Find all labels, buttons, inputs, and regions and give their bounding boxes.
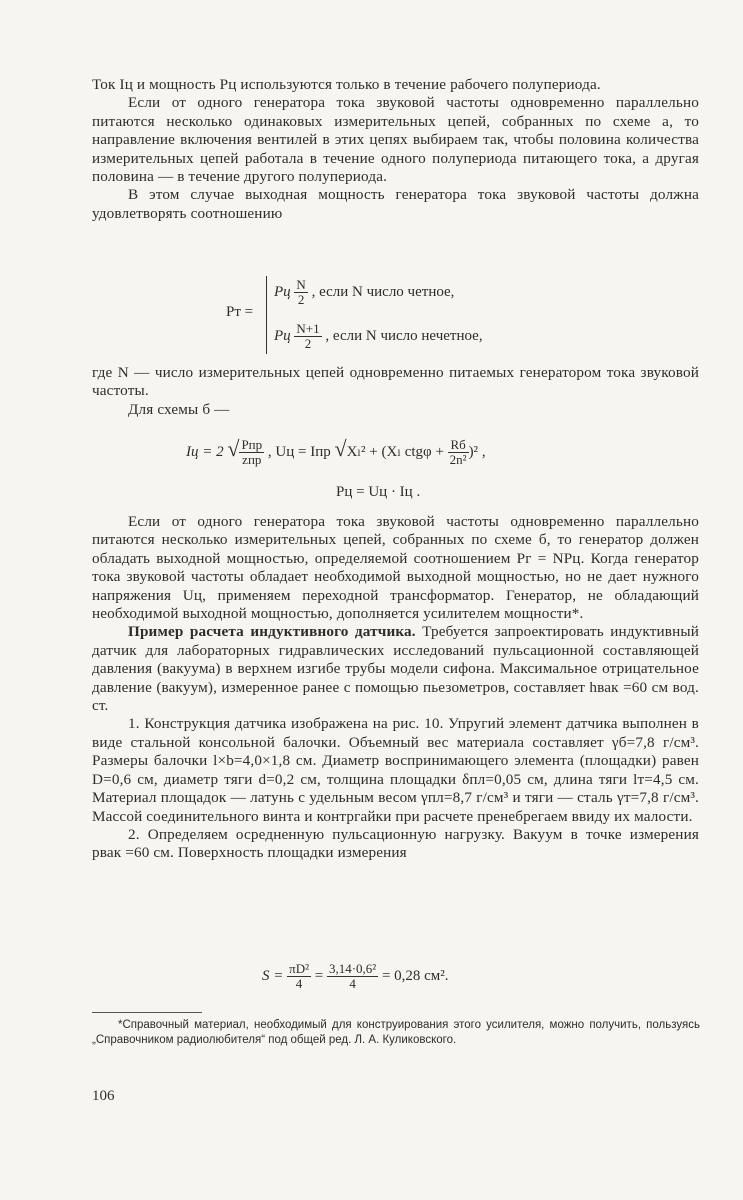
- formula1-case2: Pц $\frac{N+1}{2}$ , если N число нечетное,: [274, 321, 483, 351]
- paragraph-5: Для схемы б —: [128, 400, 230, 418]
- formula1-brace: [266, 276, 267, 354]
- example-title: Пример расчета индуктивного датчика.: [128, 623, 416, 641]
- text-block-middle: [92, 364, 699, 419]
- formula2-power: Pц = Uц · Iц .: [336, 484, 421, 500]
- formula-area: S = $\frac{\text{πD²}}{4}$ = $\frac{\text{3,14·0,6²}}{4}$ = 0,28 см².: [262, 961, 449, 991]
- paragraph-9: 2. Определяем осредненную пульсационную нагрузку. Вакуум в точке измерения pвак =60 см. Поверхность площадки измерения: [92, 825, 699, 862]
- paragraph-7: Пример расчета индуктивного датчика. Требуется запроектировать индуктивный датчик для лабораторных гидравлических исследований пульсационной составляющей давления (вакуума) в верхнем изгибе трубы модели сифона. Максимальное отрицательное давление (вакуум), измеренное ранее с помощью пьезометров, составляет hвак =60 см вод. ст.: [92, 623, 700, 715]
- paragraph-4: где N — число измерительных цепей одновременно питаемых генератором тока звуковой частоты.: [92, 364, 699, 400]
- footnote-rule: [92, 1012, 202, 1013]
- formula1-lhs: Pт =: [226, 304, 254, 320]
- paragraph-8: 1. Конструкция датчика изображена на рис. 10. Упругий элемент датчика выполнен в виде стальной консольной балочки. Объемный вес материала составляет γб=7,8 г/см³. Размеры балочки l×b=4,0×1,8 см. Диаметр воспринимающего элемента (площадки) равен D=0,6 см, диаметр тяги d=0,2 см, толщина площадки δпл=0,05 см, длина тяги lт=4,5 см. Материал площадок — латунь с удельным весом γпл=8,7 г/см³ и тяги — сталь γт=7,8 г/см³. Массой соединительного винта и контргайки при расчете пренебрегаем ввиду их малости.: [92, 715, 699, 825]
- footnote: *Справочный материал, необходимый для конструирования этого усилителя, можно получить, пользуясь „Справочником радиолюбителя“ под общей ред. Л. А. Куликовского.: [92, 1019, 700, 1046]
- paragraph-3: В этом случае выходная мощность генератора тока звуковой частоты должна удовлетворять соотношению: [92, 186, 699, 222]
- text-block-top: [92, 76, 699, 223]
- paragraph-1: Ток Iц и мощность Pц используются только в течение рабочего полупериода.: [92, 76, 601, 93]
- paragraph-6: Если от одного генератора тока звуковой частоты одновременно параллельно питаются несколько измерительных цепей, собранных по схеме б, то генератор должен обладать выходной мощностью, определяемой соотношением Pг = NPц. Когда генератор тока звуковой частоты обладает необходимой выходной мощностью, но не дает нужного напряжения Uц, применяем переходной трансформатор. Генератор, не обладающий необходимой выходной мощностью, дополняется усилителем мощности*.: [92, 513, 699, 623]
- formula1-case1: Pц $\frac{N}{2}$ , если N число четное,: [274, 277, 455, 307]
- page-number: 106: [92, 1088, 115, 1104]
- paragraph-2: Если от одного генератора тока звуковой частоты одновременно параллельно питаются несколько одинаковых измерительных цепей, собранных по схеме а, то направление включения вентилей в этих цепях выбираем так, чтобы половина количества измерительных цепей работала в течение одного полупериода питающего тока, а другая половина — в течение другого полупериода.: [92, 94, 699, 186]
- text-block-main: [92, 513, 699, 863]
- formula2-line1: Iц = 2 √ $\frac{\text{Pпр}}{\text{zпр}}$ , Uц = Iпр √Xₗ² + (Xₗ ctgφ + $\frac{Rб}{\text{2n²}}$ )² ,: [186, 436, 486, 468]
